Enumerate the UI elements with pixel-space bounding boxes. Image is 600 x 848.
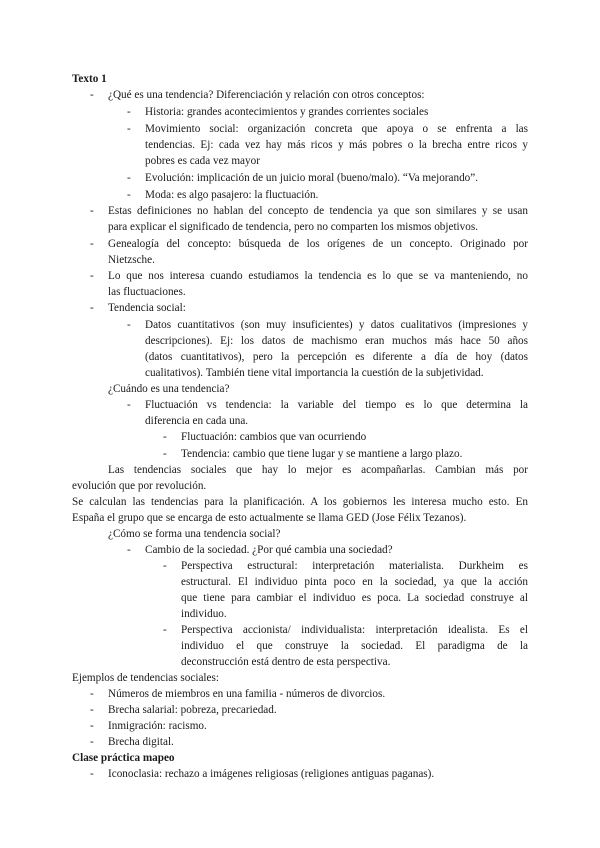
item-fluct-vs-line-2: diferencia en cada una. — [145, 415, 249, 427]
item-datos-line-2: descripciones). Ej: los datos de machismo eran muchos más hace 50 años — [145, 335, 528, 347]
item-ejemplo-inmigracion: Inmigración: racismo. — [108, 720, 207, 732]
item-ejemplo-brecha-salarial: Brecha salarial: pobreza, precariedad. — [108, 704, 277, 716]
item-movimiento-line-3: pobres es cada vez mayor — [145, 155, 260, 167]
heading-clase-practica: Clase práctica mapeo — [72, 752, 175, 764]
item-ejemplo-familia: Números de miembros en una familia - números de divorcios. — [108, 688, 386, 700]
bullet-dash: - — [163, 448, 167, 460]
item-ejemplo-brecha-digital: Brecha digital. — [108, 736, 174, 748]
bullet-dash: - — [127, 544, 131, 556]
bullet-dash: - — [90, 205, 94, 217]
bullet-dash: - — [90, 89, 94, 101]
item-estructural-line-3: que tiene para cambiar el individuo es poca. La sociedad construye al — [181, 592, 528, 604]
label-ejemplos: Ejemplos de tendencias sociales: — [72, 672, 219, 684]
item-movimiento-line-1: Movimiento social: organización concreta que apoya o se enfrenta a las — [145, 123, 528, 135]
bullet-dash: - — [90, 704, 94, 716]
paragraph-genealogia-line-2: Nietzsche. — [108, 254, 155, 266]
paragraph-planificacion-line-1: Se calculan las tendencias para la planificación. A los gobiernos les interesa mucho esto. En — [72, 496, 528, 508]
bullet-dash: - — [127, 399, 131, 411]
bullet-dash: - — [127, 319, 131, 331]
item-estructural-line-2: estructural. El individuo pinta poco en la sociedad, ya que la acción — [181, 576, 528, 588]
item-iconoclasia: Iconoclasia: rechazo a imágenes religiosas (religiones antiguas paganas). — [108, 768, 435, 780]
item-accionista-line-3: deconstrucción está dentro de esta perspectiva. — [181, 656, 391, 668]
item-fluctuacion: Fluctuación: cambios que van ocurriendo — [181, 431, 367, 443]
paragraph-definiciones-line-1: Estas definiciones no hablan del concepto de tendencia ya que son similares y se usan — [108, 205, 528, 217]
bullet-dash: - — [127, 189, 131, 201]
bullet-dash: - — [90, 768, 94, 780]
item-movimiento-line-2: tendencias. Ej: cada vez hay más ricos y más pobres o la brecha entre ricos y — [145, 139, 528, 151]
bullet-dash: - — [90, 238, 94, 250]
item-datos-line-4: cualitativos). También tiene vital importancia la cuestión de la subjetividad. — [145, 367, 484, 379]
paragraph-acompanar-line-1: Las tendencias sociales que hay lo mejor es acompañarlas. Cambian más por — [108, 464, 528, 476]
bullet-dash: - — [163, 431, 167, 443]
paragraph-acompanar-line-2: evolución que por revolución. — [72, 480, 207, 492]
item-historia: Historia: grandes acontecimientos y grandes corrientes sociales — [145, 106, 429, 118]
bullet-dash: - — [127, 123, 131, 135]
paragraph-interesa-line-1: Lo que nos interesa cuando estudiamos la tendencia es lo que se va manteniendo, no — [108, 270, 528, 282]
label-tendencia-social: Tendencia social: — [108, 302, 186, 314]
item-datos-line-1: Datos cuantitativos (son muy insuficientes) y datos cualitativos (impresiones y — [145, 319, 528, 331]
bullet-dash: - — [127, 172, 131, 184]
paragraph-definiciones-line-2: para explicar el significado de tendencia, pero no comparten los mismos objetivos. — [108, 221, 479, 233]
paragraph-genealogia-line-1: Genealogía del concepto: búsqueda de los orígenes de un concepto. Originado por — [108, 238, 528, 250]
question-cuando: ¿Cuándo es una tendencia? — [108, 383, 230, 395]
item-tendencia-def: Tendencia: cambio que tiene lugar y se mantiene a largo plazo. — [181, 448, 463, 460]
item-cambio: Cambio de la sociedad. ¿Por qué cambia una sociedad? — [145, 544, 393, 556]
bullet-dash: - — [163, 560, 167, 572]
item-evolucion: Evolución: implicación de un juicio moral (bueno/malo). “Va mejorando”. — [145, 172, 479, 184]
bullet-dash: - — [90, 736, 94, 748]
item-fluct-vs-line-1: Fluctuación vs tendencia: la variable del tiempo es lo que determina la — [145, 399, 528, 411]
bullet-dash: - — [90, 302, 94, 314]
question-como: ¿Cómo se forma una tendencia social? — [108, 528, 281, 540]
item-datos-line-3: (datos cuantitativos), pero la percepción es diferente a día de hoy (datos — [145, 351, 528, 363]
item-estructural-line-1: Perspectiva estructural: interpretación materialista. Durkheim es — [181, 560, 528, 572]
paragraph-planificacion-line-2: España el grupo que se encarga de esto actualmente se llama GED (Jose Félix Tezanos). — [72, 512, 467, 524]
paragraph-interesa-line-2: las fluctuaciones. — [108, 286, 186, 298]
bullet-dash: - — [90, 270, 94, 282]
heading-texto-1: Texto 1 — [72, 73, 107, 85]
item-accionista-line-1: Perspectiva accionista/ individualista: interpretación idealista. Es el — [181, 624, 528, 636]
bullet-dash: - — [90, 688, 94, 700]
bullet-dash: - — [163, 624, 167, 636]
question-tendencia: ¿Qué es una tendencia? Diferenciación y relación con otros conceptos: — [108, 89, 425, 101]
bullet-dash: - — [90, 720, 94, 732]
item-moda: Moda: es algo pasajero: la fluctuación. — [145, 189, 319, 201]
item-accionista-line-2: individuo el que construye la sociedad. El paradigma de la — [181, 640, 528, 652]
bullet-dash: - — [127, 106, 131, 118]
item-estructural-line-4: individuo. — [181, 608, 227, 620]
